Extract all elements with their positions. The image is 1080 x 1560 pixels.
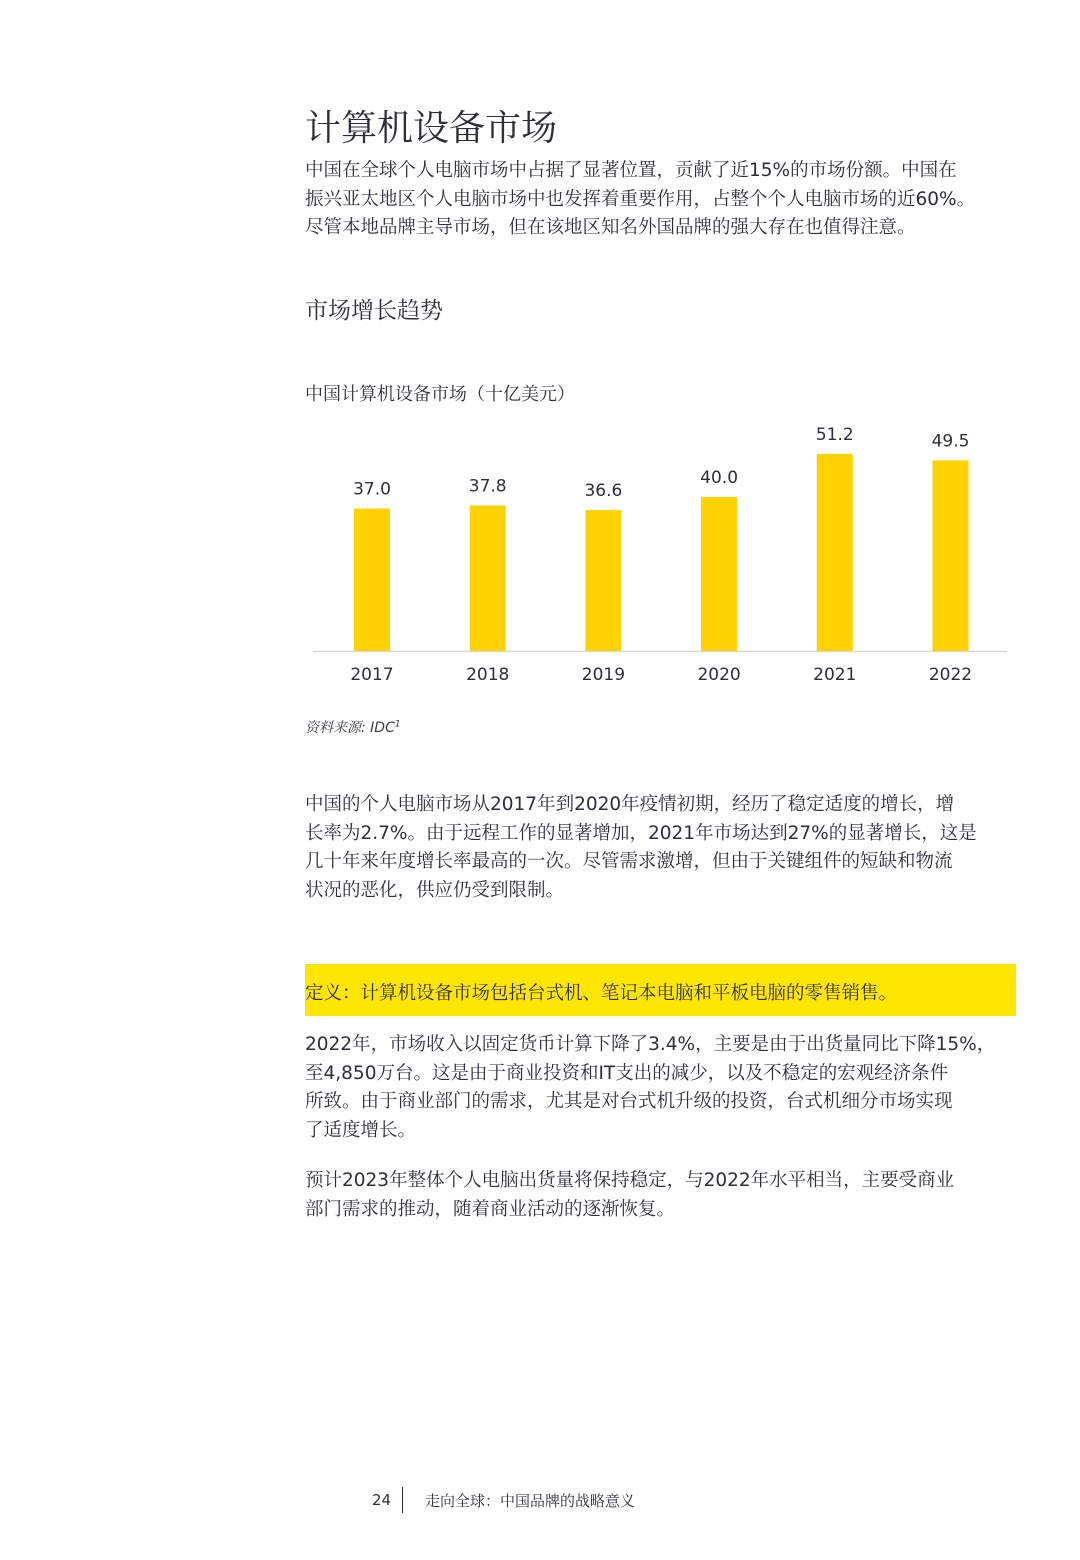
source-note — [305, 717, 401, 737]
value-label-2022: 49.5 — [931, 431, 970, 452]
forecast-line: 预计2023年整体个人电脑出货量将保持稳定，与2022年水平相当，主要受商业 — [305, 1170, 955, 1191]
growth-line: 中国的个人电脑市场从2017年到2020年疫情初期，经历了稳定适度的增长，增 — [305, 794, 955, 815]
x-tick-2017: 2017 — [350, 665, 394, 685]
footer-title: 走向全球：中国品牌的战略意义 — [425, 1492, 636, 1510]
intro-line: 振兴亚太地区个人电脑市场中也发挥着重要作用，占整个个人电脑市场的近60%。 — [305, 188, 976, 210]
revenue-line: 至4,850万台。这是由于商业投资和IT支出的减少，以及不稳定的宏观经济条件 — [305, 1062, 949, 1084]
forecast-line: 部门需求的推动，随着商业活动的逐渐恢复。 — [305, 1198, 676, 1220]
bar-2019 — [585, 510, 621, 651]
bar-2022 — [933, 460, 969, 651]
x-tick-2021: 2021 — [813, 665, 857, 685]
bar-2020 — [701, 497, 737, 651]
bar-2017 — [354, 509, 390, 651]
x-tick-2022: 2022 — [928, 665, 973, 685]
revenue-paragraph — [305, 1031, 1030, 1145]
value-label-2021: 51.2 — [815, 424, 854, 445]
x-tick-2019: 2019 — [581, 665, 626, 685]
value-label-2020: 40.0 — [700, 468, 739, 488]
footer-divider — [402, 1487, 403, 1513]
intro-line: 中国在全球个人电脑市场中占据了显著位置，贡献了近15%的市场份额。中国在 — [305, 160, 957, 181]
growth-line: 长率为2.7%。由于远程工作的显著增加，2021年市场达到27%的显著增长，这是 — [305, 822, 977, 844]
forecast-paragraph — [305, 1167, 1030, 1224]
revenue-line: 2022年，市场收入以固定货币计算下降了3.4%，主要是由于出货量同比下降15%， — [305, 1034, 996, 1055]
value-label-2018: 37.8 — [468, 476, 507, 497]
intro-line: 尽管本地品牌主导市场，但在该地区知名外国品牌的强大存在也值得注意。 — [305, 217, 916, 238]
bar-2018 — [470, 505, 506, 651]
growth-line: 几十年来年度增长率最高的一次。尽管需求激增，但由于关键组件的短缺和物流 — [305, 851, 953, 872]
revenue-line: 了适度增长。 — [305, 1119, 417, 1141]
chart-title: 中国计算机设备市场（十亿美元） — [305, 384, 575, 405]
bar-2021 — [817, 454, 853, 651]
definition-text: 定义：计算机设备市场包括台式机、笔记本电脑和平板电脑的零售销售。 — [305, 983, 898, 1004]
x-tick-2018: 2018 — [466, 665, 510, 685]
value-label-2017: 37.0 — [353, 479, 391, 500]
growth-line: 状况的恶化，供应仍受到限制。 — [305, 879, 565, 901]
source-footnote-marker: 1 — [394, 719, 401, 730]
x-tick-2020: 2020 — [697, 665, 741, 685]
intro-paragraph — [305, 157, 1030, 243]
revenue-line: 所致。由于商业部门的需求，尤其是对台式机升级的投资，台式机细分市场实现 — [305, 1091, 953, 1112]
value-label-2019: 36.6 — [584, 481, 623, 502]
growth-paragraph — [305, 791, 1030, 905]
page-title: 计算机设备市场 — [305, 108, 558, 149]
definition-highlight — [305, 964, 1016, 1016]
source-label: 资料来源: IDC — [305, 720, 395, 736]
section-heading: 市场增长趋势 — [305, 298, 443, 324]
page-number: 24 — [372, 1491, 392, 1509]
bar-chart — [305, 420, 1015, 695]
